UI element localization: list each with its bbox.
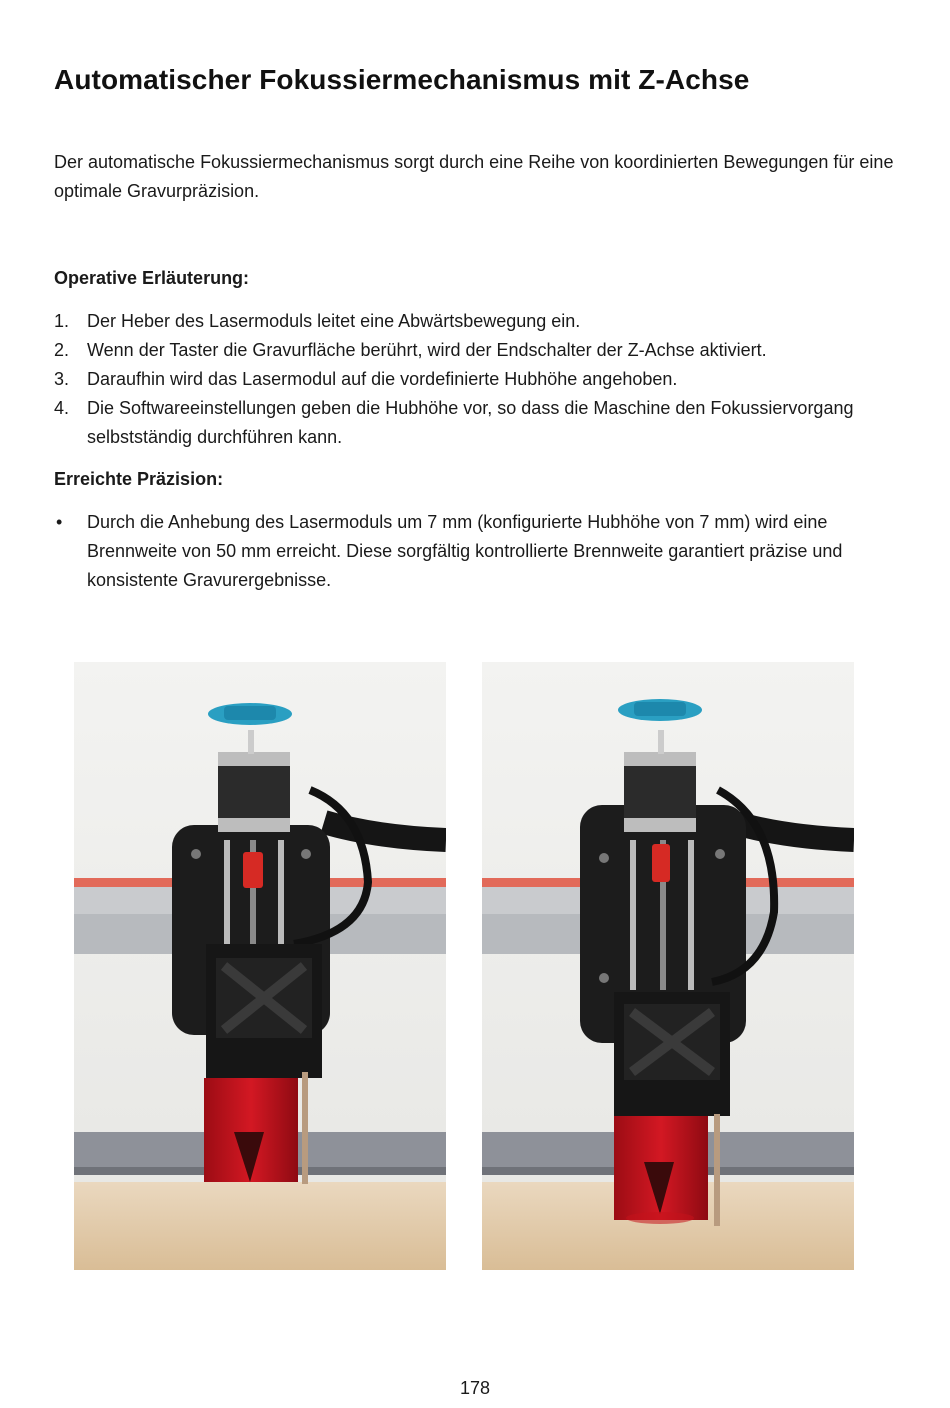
- page-number: 178: [459, 1378, 491, 1398]
- precision-heading: Erreichte Präzision:: [54, 469, 224, 489]
- list-item: [54, 394, 894, 452]
- bullet-icon: •: [56, 512, 63, 532]
- operative-steps-list: [54, 307, 894, 452]
- laser-module-lowered-photo: [482, 662, 854, 1270]
- list-item: [54, 365, 894, 394]
- precision-text: Durch die Anhebung des Lasermoduls um 7 mm (konfigurierte Hubhöhe von 7 mm) wird eine Brennweite von 50 mm erreicht. Diese sorgfältig kontrollierte Brennweite garantiert präzise und konsistente Gravurergebnisse.: [87, 512, 843, 590]
- list-item: [54, 508, 884, 595]
- precision-list: [54, 508, 884, 595]
- laser-module-raised-photo: [74, 662, 446, 1270]
- page-title: Automatischer Fokussiermechanismus mit Z-Achse: [54, 64, 750, 95]
- step-number: 3.: [54, 369, 70, 389]
- intro-paragraph: Der automatische Fokussiermechanismus sorgt durch eine Reihe von koordinierten Bewegungen für eine optimale Gravurpräzision.: [54, 152, 894, 201]
- step-number: 1.: [54, 311, 70, 331]
- operative-heading: Operative Erläuterung:: [54, 268, 250, 288]
- step-text: Daraufhin wird das Lasermodul auf die vordefinierte Hubhöhe angehoben.: [87, 369, 678, 389]
- step-text: Wenn der Taster die Gravurfläche berührt, wird der Endschalter der Z-Achse aktiviert.: [87, 340, 767, 360]
- step-number: 2.: [54, 340, 70, 360]
- step-number: 4.: [54, 398, 70, 418]
- step-text: Die Softwareeinstellungen geben die Hubhöhe vor, so dass die Maschine den Fokussiervorgang selbstständig durchführen kann.: [87, 398, 854, 447]
- step-text: Der Heber des Lasermoduls leitet eine Abwärtsbewegung ein.: [87, 311, 581, 331]
- list-item: [54, 307, 894, 336]
- list-item: [54, 336, 894, 365]
